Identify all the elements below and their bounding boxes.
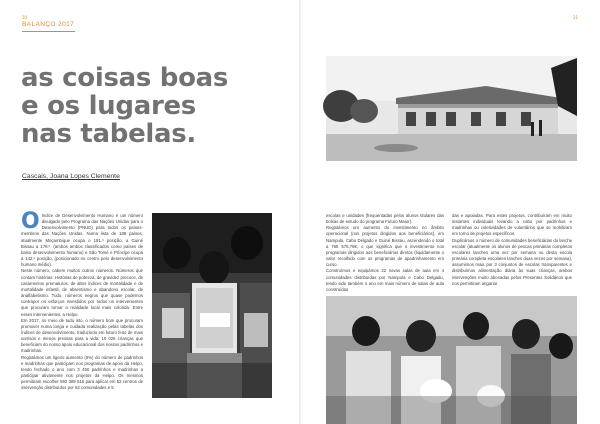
school-building-photo	[326, 56, 577, 161]
school-building-image	[326, 56, 577, 161]
paragraph: Em 2017, no meio de tudo isto, o número bom que procuram promover numa longa e cuidada realização pelas tabelas dos índices de desenvolvimento, traduzindo em futuro feito de mais sorrisos e menos pressas para a vida: 10 026 crianças que beneficiam do nosso apoio educacional dos nossos padrinhos e madrinhas.	[21, 317, 143, 354]
page-number-right: 21	[573, 15, 579, 20]
paragraph: escolas e unidades (frequentadas pelos alunos titulares das bolsas de estudo do programa Futuro Maior).	[326, 213, 444, 225]
headline-line-3: nas tabelas.	[21, 119, 197, 149]
section-rule	[22, 31, 75, 32]
paragraph: Índice de Desenvolvimento Humano é um número divulgado pelo Programa das Nações Unidas para o Desenvolvimento (PNUD) para todos os países-membros das Nações Unidas. Numa lista de 188 países, atualmente Moçambique ocupa o 181.º posição, a Guiné Bissau a 178.º, (ambos ambos classificados como países de baixo desenvolvimento humano) e São Tomé e Príncipe ocupa a 142.º posição, (posicionado no centro pelo desenvolvimento humano médio).	[21, 213, 143, 268]
page-gutter	[299, 0, 301, 424]
text-column-3	[326, 213, 444, 292]
paragraph: Neste número, cabem muitos outros números. Números que contam histórias. Histórias de pobreza, de gravidez precoce, de casamentos prematuros, de altos índices de mortalidade e de mortalidade infantil, de absentismo e abandono escolar, de analfabetismo. Tudo, números negros que quase podemos contrapor os esforços investidos por todos os intervenientes que procuram tornar a realidade local mais colorida. Entre esses intervenientes, a Helpo.	[21, 268, 143, 317]
headline-line-2: e os lugares	[21, 91, 196, 121]
byline: Cascais, Joana Lopes Clemente	[22, 173, 120, 180]
paragraph: Registámos um ligeiro aumento (6%) do número de padrinhos e madrinhas que participam nos programas de apoio da Helpo, tendo fechado o ano com 3 450 padrinhos e madrinhas a participar ativamente nos projetos da Helpo. Os mesmos permitiram escolher 592 389 516 para aplicar em 52 centros de intervenção distribuídos por 52 comunidades e 5	[21, 354, 143, 391]
headline	[21, 64, 291, 148]
text-column-1	[21, 209, 143, 398]
paragraph: Construímos e equipámos 22 novas salas de aula em 4 comunidades distribuídas por Nampula e Cabo Delgado, tendo sido também o ano em mais número de salas de aula construídas	[326, 268, 444, 292]
drop-cap: O	[21, 209, 40, 234]
paragraph: Duplicámos o número de comunidades beneficiárias do lanche escolar (atualmente os alunos de pescas primárias completos escolares lanches uma vez por semana ou desta escola primária completa escolares lanches duas vezes por semana), assumimos mais por 3 conjuntos de escolas transparentes e distribuímos alimentação diária às suas crianças, ambos intervenções muito abonadas pelos Presentes Solidários que nos permitiram angariar	[452, 237, 572, 286]
page-number-left: 20	[22, 15, 28, 20]
headline-line-1: as coisas boas	[21, 63, 229, 93]
children-group-image	[326, 296, 577, 424]
text-column-4	[452, 213, 572, 289]
children-reading-photo	[152, 213, 272, 398]
paragraph: Registámos um aumento do investimento no âmbito operacional (nos projetos dirigidos aos beneficiários), em Nampula, Cabo Delgado e Guiné Bissau, ascendendo o total a 765 575,78€, o que significa que o investimento nos programas dirigidos aos beneficiários diretos (liquidamente o valor recolhido com os programas de apadrinhamento em curso.	[326, 225, 444, 268]
section-label: BALANÇO 2017	[22, 21, 75, 28]
children-group-photo	[326, 296, 577, 424]
children-reading-image	[152, 213, 272, 398]
paragraph: das e apoiadas. Para estes projetos, contribuíram em muito instantes individuais levando a cabo por padrinhos e madrinhas ou coletividades de voluntários que se mobilizam em torno de projetos específicos.	[452, 213, 572, 237]
